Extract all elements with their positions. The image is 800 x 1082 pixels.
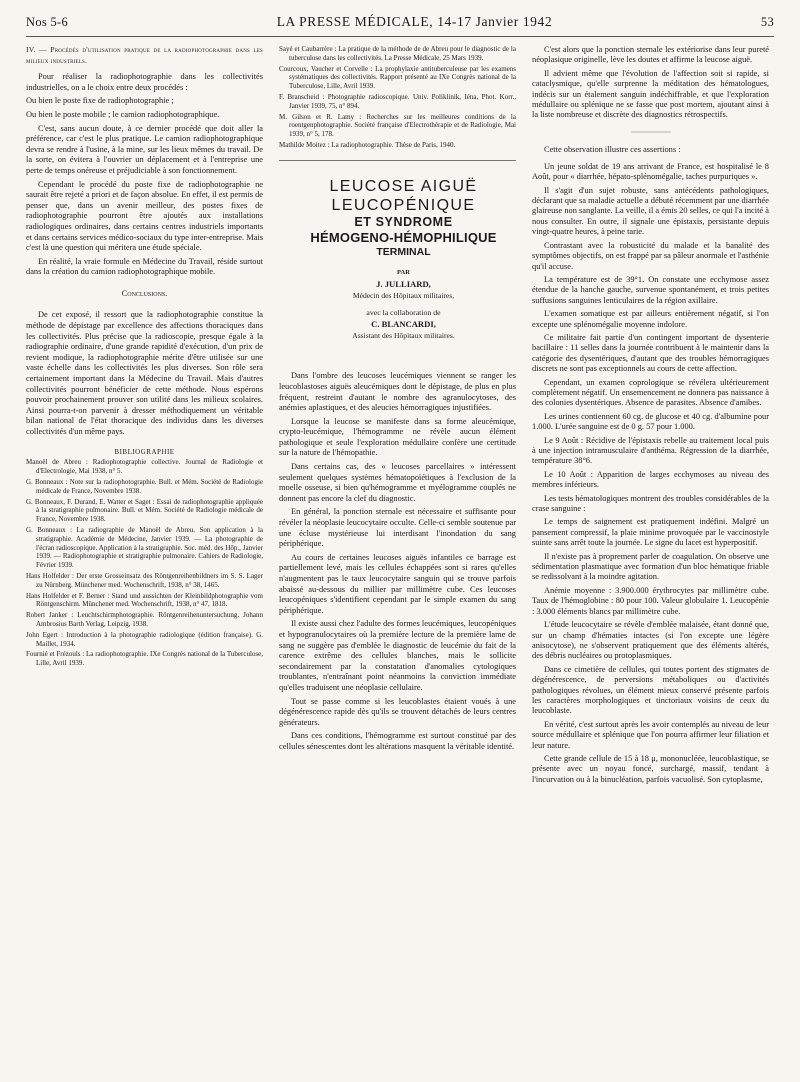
divider [279,160,516,161]
biblio-entry: G. Bonneaux : La radiographie de Manoël de Abreu. Son application à la stratigraphie. Académie de Médecine, Janvier 1939. — La photographie de l'écran radioscopique. Application à la stratigraphie. Soc. méd. des Hôp., Janvier 1939. — Radiophotographie et stratigraphie pulmonaire. Cahiers de Radiologie, Février 1939. [26,525,263,570]
paragraph: Il s'agit d'un sujet robuste, sans antécédents pathologiques, déclarant que sa maladie actuelle a débuté récemment par une diarrhée glaireuse non sanglante. La veille, il a émis 20 selles, ce qui l'a incité à nous consulter. En outre, il signale une épistaxis, persistante depuis vingt-quatre heures, à peine tarie. [532,185,769,237]
biblio-entry: Hans Holfelder et F. Berner : Stand und aussichten der Kleinbildphotographie vom Röntgenschirm. Münchener med. Wochenschrift, 1938, n° 47, 1818. [26,591,263,609]
section-heading: IV. — Procédés d'utilisation pratique de la radiophotographie dans les milieux industriels. [26,45,263,65]
paragraph: Un jeune soldat de 19 ans arrivant de France, est hospitalisé le 8 Août, pour « diarrhée, hépato-splénomégalie, taches purpuriques ». [532,161,769,182]
coauthor-name: C. BLANCARDI, [371,319,436,330]
paragraph: Contrastant avec la robusticité du malade et la banalité des symptômes objectifs, on est frappé par sa pâleur anormale et l'asthénie qu'il accuse. [532,240,769,271]
paragraph: Ce militaire fait partie d'un contingent important de dysenterie bacillaire : 11 selles dans la journée contribuent à le maintenir dans la catégorie des dysentériques, d'autant que des troubles hémorragiques discrets ne sont pas exceptionnels au cours de cette affection. [532,332,769,374]
biblio-entry: Manoël de Abreu : Radiophotographie collective. Journal de Radiologie et d'Electrologie, Mai 1938, n° 5. [26,458,263,476]
biblio-entry: Hans Holfelder : Der erste Grosseinsatz des Röntgenreihenbildners im S. S. Lager zu Nürnberg. Münchener med. Wochenschrift, 1938, n° 38, 1465. [26,571,263,589]
paragraph: Les tests hématologiques montrent des troubles considérables de la crase sanguine : [532,493,769,514]
column-1 [26,45,263,788]
paragraph: Cette grande cellule de 15 à 18 μ, mononucléée, leucoblastique, se présente avec un noyau foncé, surchargé, massif, tendant à l'incurvation ou à la binucléation, parfois vacuolisé. Son cytoplasme, [532,753,769,784]
paragraph: Il existe aussi chez l'adulte des formes leucémiques, leucopéniques et hypogranulocytaires où la première lecture de la première lame de sang ne suggère pas d'emblée le diagnostic de leucémie du fait de la carence extrême des cellules blanches, mais le sollicite secondairement par la constatation d'anomalies cytologiques troublantes, n'entraînant point néanmoins la conviction immédiate qu'elles traduisent une néoplasie cellulaire. [279,619,516,692]
byline-par: PAR [397,268,410,276]
paragraph: De cet exposé, il ressort que la radiophotographie constitue la méthode de dépistage par excellence des affections thoraciques dans les collectivités. Plus précise que la radioscopie, presque égale à la radiographie ordinaire, d'une grande rapidité d'exécution, d'un prix de revient modique, la radiophotographie mérite d'être utilisée sur une vaste échelle dans les collectivités les plus diverses. Son rôle sera certainement important dans la Médecine du Travail. Mais d'autres collectivités pourront bénéficier de cette méthode. Nous espérons pouvoir prochainement prouver son utilité dans les milieux scolaires. Ainsi pourra-t-on parvenir à dresser méthodiquement un véritable bilan national de l'état thoracique des individus dans les diverses collectivités d'un même pays. [26,310,263,436]
article-title: HÉMOGENO-HÉMOPHILIQUE [310,229,497,245]
biblio-entry: Fournié et Frézouls : La radiophotographie. IXe Congrès national de la Tuberculose, Lille, Avril 1939. [26,650,263,668]
paragraph: Les urines contiennent 60 cg. de glucose et 40 cg. d'albumine pour 1.000. L'urée sanguine est de 0 g. 57 pour 1.000. [532,411,769,432]
article-title: LEUCOSE AIGUË [329,177,478,195]
article-title: LEUCOPÉNIQUE [331,196,476,214]
article-title: ET SYNDROME [354,214,453,229]
paragraph: Lorsque la leucose se manifeste dans sa forme aleucémique, crypto-leucémique, l'hémogramme ne révèle aucun élément pathologique et seule l'exploration médullaire confère une certitude sur la nature de l'hémopathie. [279,416,516,458]
paragraph: Au cours de certaines leucoses aiguës infantiles ce barrage est partiellement levé, mais les cellules échappées sont si rares qu'elles n'augmentent pas le taux leucocytaire sanguin qui se trouve parfois abaissé au-dessous du millier par millimètre cube. Ces leucoses leucopéniques s'identifient cependant par le simple examen du sang périphérique. [279,552,516,615]
biblio-entry: Mathilde Moitez : La radiophotographie. Thèse de Paris, 1940. [279,140,456,149]
paragraph: Le 10 Août : Apparition de larges ecchymoses au niveau des membres inférieurs. [532,469,769,490]
bibliography [26,448,263,668]
paragraph: Il n'existe pas à proprement parler de coagulation. On observe une sédimentation plasmatique avec formation d'un bloc hématique friable se redissolvant à la moindre agitation. [532,551,769,582]
paragraph: Le 9 Août : Récidive de l'épistaxis rebelle au traitement local puis à une injection intramusculaire d'anthéma. Régression de la diarrhée, température 38°6. [532,435,769,466]
conclusions-heading: Conclusions. [121,288,168,298]
paragraph: L'examen somatique est par ailleurs entièrement négatif, si l'on excepte une splénomégalie moyenne indolore. [532,309,769,329]
coauthor-affiliation: Assistant des Hôpitaux militaires. [352,330,455,340]
paragraph: La température est de 39°1. On constate une ecchymose assez étendue de la hanche gauche, survenue spontanément, et trois petites suffusions sanguines lenticulaires de la région axillaire. [532,274,769,305]
paragraph: C'est, sans aucun doute, à ce dernier procédé que doit aller la préférence, car c'est le plus pratique. Le camion radiophotographique devra se rendre à l'usine, à la mine, sur les lieux mêmes du travail. De la sorte, on évitera à l'ouvrier un déplacement et à l'entreprise une perte de temps onéreuse et préjudiciable à son fonctionnement. [26,123,263,175]
biblio-entry: John Egert : Introduction à la photographie radiologique (édition française). G. Maillet, 1934. [26,630,263,648]
biblio-entry: G. Bonneaux, F. Durand, E. Watter et Saget : Essai de radiophotographie appliquée à la stratigraphie pulmonaire. Bull. et Mém. Société de Radiologie médicale de France, Novembre 1938. [26,497,263,524]
paragraph: Pour réaliser la radiophotographie dans les collectivités industrielles, on a le choix entre deux procédés : [26,72,263,92]
paragraph: L'étude leucocytaire se révèle d'emblée malaisée, étant donné que, sur un champ d'hématies intactes (si l'on excepte une légère anisocytose), ne s'observent pratiquement que des éléments altérés, des débris nucléaires ou protoplasmiques. [532,620,769,661]
paragraph: Cependant le procédé du poste fixe de radiophotographie ne saurait être rejeté a priori et de façon absolue. En effet, il est permis de penser que, dans un avenir meilleur, des postes fixes de radiophotographie pourront être ajoutés aux installations radiologiques ordinaires, dans certains centres industriels importants et dans certains services médico-sociaux du type inter-entreprise. Mais c'est là une question qui méritera une étude spéciale. [26,179,263,253]
collaboration-label: avec la collaboration de [366,307,441,317]
observation-intro: Cette observation illustre ces assertions : [544,145,681,155]
paragraph: Dans ce cimetière de cellules, qui toutes portent des stigmates de dégénérescence, de perversions métaboliques ou d'activités pathologiques révolues, un élément mieux conservé présente parfois les caractères morphologiques et tinctoriaux voisins de ceux du leucoblaste. [532,664,769,716]
journal-title: LA PRESSE MÉDICALE, 14-17 Janvier 1942 [276,14,553,29]
biblio-entry: Sayé et Caubarrère : La pratique de la méthode de de Abreu pour le diagnostic de la tuberculose dans les collectivités. La Presse Médicale, 25 Mars 1939. [279,45,516,62]
columns [26,45,774,788]
paragraph: C'est alors que la ponction sternale les extériorise dans leur pureté néoplasique originelle, lève les doutes et affirme la leucose aiguë. [532,45,769,65]
column-3 [532,45,769,788]
separator-ornament [532,127,769,138]
paragraph: En général, la ponction sternale est nécessaire et suffisante pour révéler la néoplasie leucocytaire occulte. Celle-ci semble soutenue par une écluse mystérieuse lui interdisant l'inondation du sang périphérique. [279,507,516,549]
biblio-entry: G. Bonneaux : Note sur la radiophotographie. Bull. et Mém. Société de Radiologie médicale de France, Novembre 1938. [26,477,263,495]
paragraph: Tout se passe comme si les leucoblastes étaient voués à une dégénérescence rapide dès qu'ils se trouvent détachés de leurs centres générateurs. [279,696,516,727]
bibliography-heading: BIBLIOGRAPHIE [114,447,175,456]
paragraph: Ou bien le poste mobile ; le camion radiophotographique. [26,109,220,119]
bibliography-continued [279,45,516,150]
biblio-entry: F. Branscheid : Photographie radioscopique. Univ. Poliklinik, Iéna, Phot. Korr., Janvier 1939, 75, n° 894. [279,92,516,110]
column-2 [279,45,516,788]
biblio-entry: M. Gilson et R. Lamy : Recherches sur les meilleures conditions de la roentgenphotographie. Société française d'Electrothérapie et de Radiologie, Mai 1939, n° 5, 178. [279,112,516,139]
author-affiliation: Médecin des Hôpitaux militaires, [352,290,455,300]
page-number: 53 [760,15,774,29]
biblio-entry: Courcoux, Vaucher et Corvelle : La prophylaxie antituberculeuse par les examens systématiques des collectivités. Rapport présenté au IXe Congrès national de la Tuberculose, Lille, Avril 1939. [279,64,516,91]
paragraph: Anémie moyenne : 3.900.000 érythrocytes par millimètre cube. Taux de l'hémoglobine : 80 pour 100. Valeur globulaire 1. Leucopénie : 3.000 éléments blancs par millimètre cube. [532,585,769,616]
article-title-block [279,177,516,342]
biblio-entry: Robert Janker : Leuchtschirmphotographie. Röntgenreihenuntersuchung. Johann Ambrosius Barth Verlag, Leipzig, 1938. [26,611,263,628]
paragraph: Cependant, un examen coprologique se révélera ultérieurement complètement négatif. Un ensemencement ne donnera pas naissance à des colonies dysentériques. Absence de parasites. Absence d'amibes. [532,377,769,408]
paragraph: Dans l'ombre des leucoses leucémiques viennent se ranger les leucoblastoses aiguës aleucémiques dont le dépistage, de plus en plus fréquent, restreint d'autant le nombre des agranulocytoses, des anémies aplastiques, et des aleucies hémorragiques injustifiées. [279,371,516,413]
paragraph: Dans ces conditions, l'hémogramme est surtout constitué par des cellules sénescentes dont les altérations masquent la véritable identité. [279,731,516,751]
article-title: TERMINAL [376,245,431,258]
paragraph: En vérité, c'est surtout après les avoir contemplés au niveau de leur source médullaire et splénique que l'on pourra affirmer leur filiation et leur nature. [532,719,769,750]
paragraph: En réalité, la vraie formule en Médecine du Travail, réside surtout dans la création du camion radiophotographique mobile. [26,256,263,277]
page-header [26,14,774,37]
paragraph: Ou bien le poste fixe de radiophotographie ; [26,96,174,106]
issue-number: Nos 5-6 [26,15,69,29]
paragraph: Le temps de saignement est pratiquement indéfini. Malgré un pansement compressif, la plaie minime provoquée par le vaccinostyle suinte sans arrêt toute la journée. Le signe du lacet est hyperpositif. [532,517,769,548]
paragraph: Dans certains cas, des « leucoses parcellaires » intéressent seulement quelques systèmes hématopoïétiques à l'exclusion de la moelle osseuse, si bien qu'hémogramme et myélogramme couplés ne donnent pas encore la clef du diagnostic. [279,462,516,503]
paragraph: Il advient même que l'évolution de l'affection soit si rapide, si cataclysmique, qu'elle surprenne la méditation des hématologues, indécis sur un étalement sanguin indéchiffrable, et que l'exploration médullaire ou splénique ne se fasse que post mortem, ajoutant ainsi à la liste nombreuse et discrète des diagnostics rétrospectifs. [532,68,769,120]
author-name: J. JULLIARD, [376,279,431,290]
